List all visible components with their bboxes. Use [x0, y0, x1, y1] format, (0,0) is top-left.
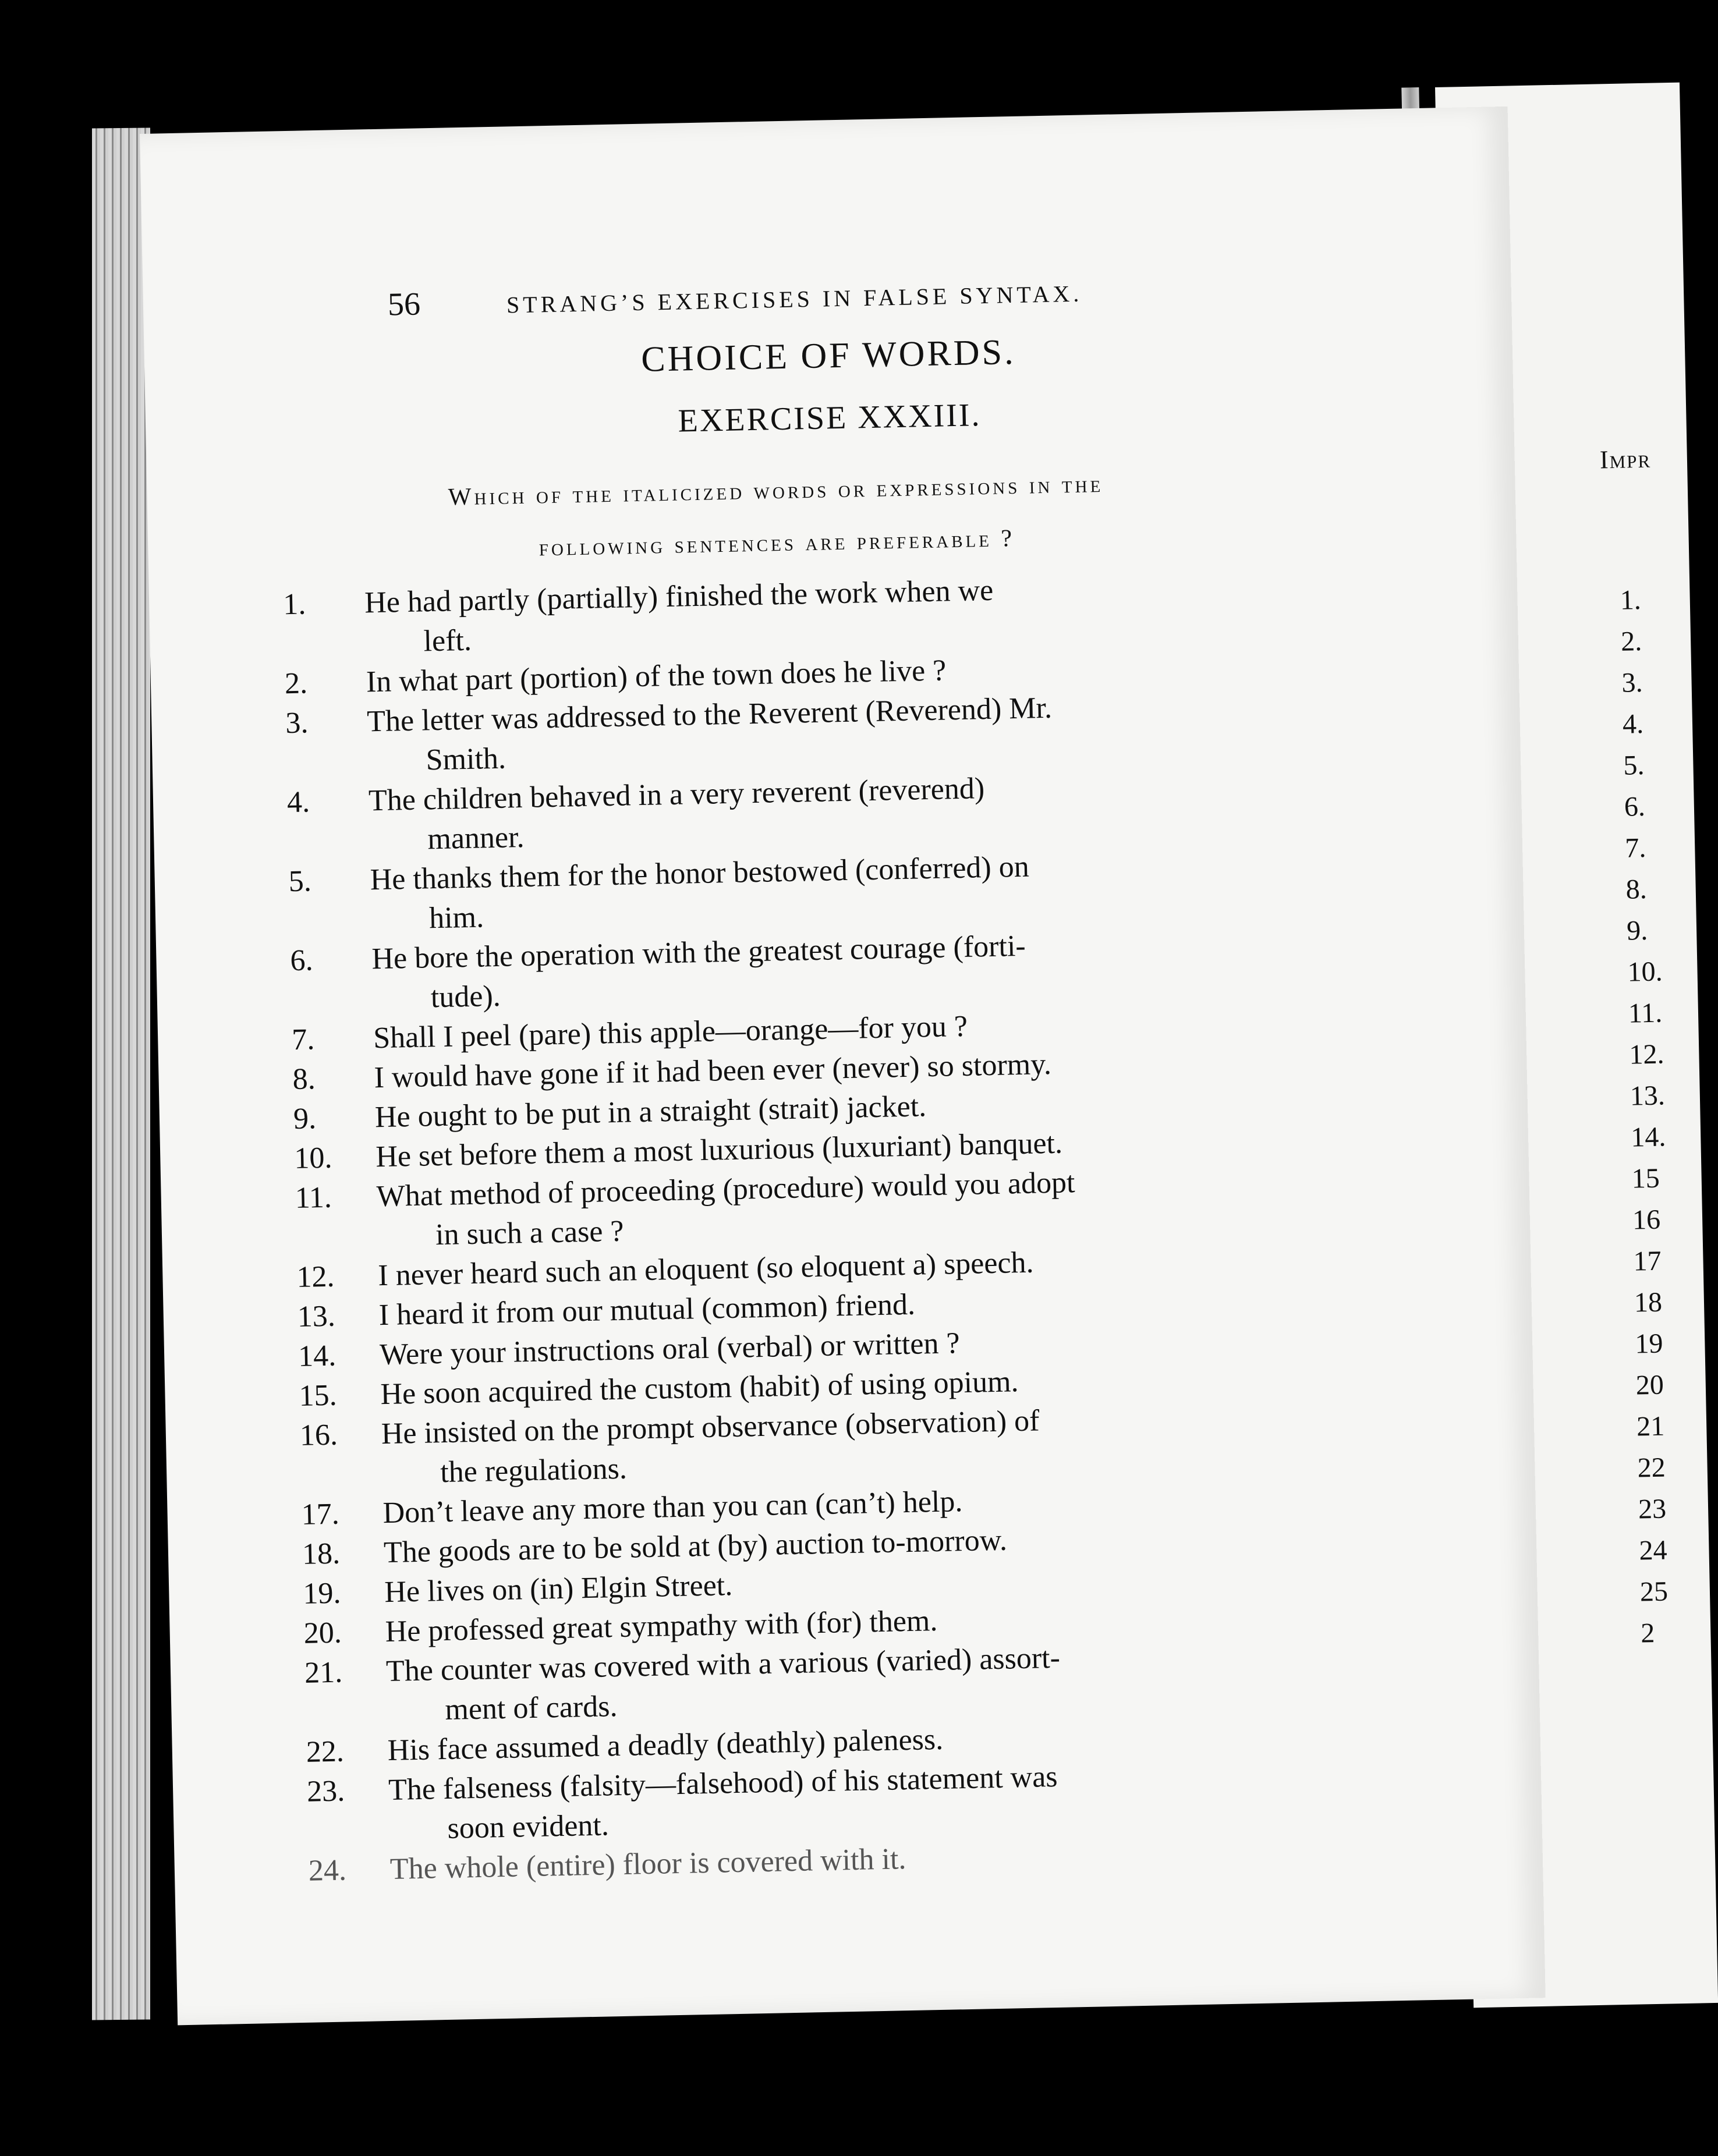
- right-page-number: 17: [1633, 1245, 1662, 1277]
- item-text: The goods are to be sold at (by) auction to-morrow.: [383, 1523, 1008, 1570]
- item-text: He soon acquired the custom (habit) of using opium.: [380, 1365, 1019, 1412]
- item-number: 24.: [308, 1853, 347, 1888]
- right-page-number: 19: [1634, 1328, 1663, 1360]
- item-text: What method of proceeding (procedure) would you adopt: [376, 1166, 1075, 1214]
- item-number: 20.: [303, 1616, 342, 1650]
- right-page-number: 7.: [1624, 832, 1646, 864]
- right-page-number: 15: [1631, 1162, 1660, 1194]
- item-text: He bore the operation with the greatest courage (forti-: [371, 929, 1026, 976]
- item-number: 3.: [285, 706, 309, 740]
- right-page-number: 10.: [1627, 956, 1663, 988]
- item-number: 17.: [301, 1497, 340, 1531]
- instructions: [281, 455, 1272, 579]
- item-text-continuation: left.: [423, 623, 472, 658]
- item-number: 8.: [292, 1062, 316, 1097]
- instructions-line-2: following sentences are preferable ?: [539, 524, 1015, 562]
- right-page-number: 6.: [1624, 791, 1646, 822]
- item-text: Don’t leave any more than you can (can’t) help.: [382, 1485, 963, 1530]
- right-page-number: 5.: [1623, 750, 1645, 781]
- item-text: I heard it from our mutual (common) friend.: [378, 1288, 916, 1332]
- page-edges: [92, 127, 150, 2020]
- right-page-number: 25: [1639, 1576, 1669, 1608]
- item-text: His face assumed a deadly (deathly) paleness.: [387, 1722, 944, 1768]
- right-page-number: 21: [1636, 1410, 1665, 1442]
- page-number: 56: [387, 286, 421, 323]
- item-number: 12.: [296, 1260, 335, 1294]
- item-number: 7.: [291, 1023, 315, 1057]
- item-number: 11.: [295, 1180, 332, 1215]
- item-number: 5.: [288, 864, 312, 899]
- instructions-line-1: Which of the italicized words or expressions in the: [448, 470, 1104, 511]
- item-text: He insisted on the prompt observance (observation) of: [381, 1404, 1040, 1451]
- item-text-continuation: him.: [428, 900, 484, 935]
- item-text: In what part (portion) of the town does he live ?: [366, 654, 947, 699]
- item-number: 22.: [306, 1735, 345, 1769]
- item-text: I never heard such an eloquent (so eloquent a) speech.: [377, 1246, 1035, 1293]
- right-page-number: 13.: [1630, 1080, 1666, 1112]
- right-page-number: 12.: [1628, 1038, 1664, 1070]
- item-text-continuation: Smith.: [426, 742, 506, 777]
- right-page-number: 14.: [1630, 1121, 1666, 1153]
- section-title: CHOICE OF WORDS.: [640, 332, 1016, 380]
- right-page-number: 22: [1637, 1452, 1666, 1484]
- right-page-heading: Impr: [1599, 444, 1652, 474]
- item-text: He set before them a most luxurious (luxuriant) banquet.: [375, 1126, 1063, 1174]
- item-number: 15.: [299, 1378, 338, 1413]
- item-text: He professed great sympathy with (for) them.: [385, 1604, 938, 1649]
- item-text: Were your instructions oral (verbal) or written ?: [379, 1327, 961, 1372]
- right-page-number: 2: [1640, 1617, 1655, 1649]
- item-number: 19.: [302, 1576, 341, 1611]
- right-page-number: 1.: [1620, 584, 1642, 616]
- item-text: He thanks them for the honor bestowed (conferred) on: [370, 850, 1030, 897]
- item-text: I would have gone if it had been ever (never) so stormy.: [374, 1047, 1052, 1095]
- right-page-number: 24: [1638, 1534, 1668, 1566]
- item-text: Shall I peel (pare) this apple—orange—for you ?: [373, 1009, 968, 1055]
- item-text: The letter was addressed to the Reverent (Reverend) Mr.: [366, 691, 1053, 739]
- right-page-number: 8.: [1625, 873, 1648, 905]
- running-header: [387, 266, 1377, 323]
- right-page-number: 16: [1632, 1204, 1661, 1236]
- item-number: 16.: [299, 1418, 338, 1452]
- left-page: [140, 107, 1546, 2026]
- right-page-number: 4.: [1622, 708, 1644, 740]
- item-text: He lives on (in) Elgin Street.: [384, 1569, 733, 1609]
- item-number: 2.: [284, 666, 308, 701]
- right-page-number: 23: [1638, 1493, 1667, 1525]
- item-text: The children behaved in a very reverent (reverend): [368, 772, 985, 818]
- item-number: 4.: [286, 785, 310, 820]
- item-text: The whole (entire) floor is covered with it.: [389, 1842, 906, 1886]
- item-text-continuation: in such a case ?: [435, 1214, 624, 1252]
- item-text-continuation: ment of cards.: [444, 1690, 618, 1727]
- item-text: He ought to be put in a straight (strait) jacket.: [374, 1090, 927, 1134]
- right-page-number: 11.: [1628, 997, 1663, 1029]
- item-number: 10.: [293, 1141, 332, 1176]
- item-text-continuation: manner.: [427, 820, 525, 856]
- item-number: 21.: [304, 1655, 343, 1690]
- item-number: 18.: [302, 1537, 341, 1571]
- item-text: The counter was covered with a various (varied) assort-: [385, 1641, 1061, 1689]
- item-text-continuation: soon evident.: [447, 1809, 610, 1845]
- exercise-items: [283, 565, 1299, 1891]
- right-page-number: 3.: [1621, 667, 1643, 698]
- item-number: 14.: [297, 1339, 336, 1373]
- item-number: 9.: [293, 1102, 317, 1136]
- item-text-continuation: the regulations.: [440, 1452, 628, 1490]
- item-number: 6.: [289, 944, 314, 978]
- item-number: 1.: [282, 587, 306, 622]
- right-page-number: 2.: [1620, 626, 1642, 657]
- right-page-number: 20: [1635, 1369, 1664, 1401]
- item-text: The falseness (falsity—falsehood) of his statement was: [388, 1760, 1058, 1807]
- item-text-continuation: tude).: [430, 979, 501, 1015]
- right-page-number: 18: [1634, 1286, 1663, 1318]
- item-number: 23.: [306, 1774, 345, 1809]
- item-text: He had partly (partially) finished the work when we: [364, 573, 994, 620]
- exercise-title: EXERCISE XXXIII.: [678, 397, 982, 439]
- right-page-number: 9.: [1626, 914, 1648, 946]
- item-number: 13.: [297, 1299, 336, 1334]
- running-title: STRANG’S EXERCISES IN FALSE SYNTAX.: [506, 280, 1083, 318]
